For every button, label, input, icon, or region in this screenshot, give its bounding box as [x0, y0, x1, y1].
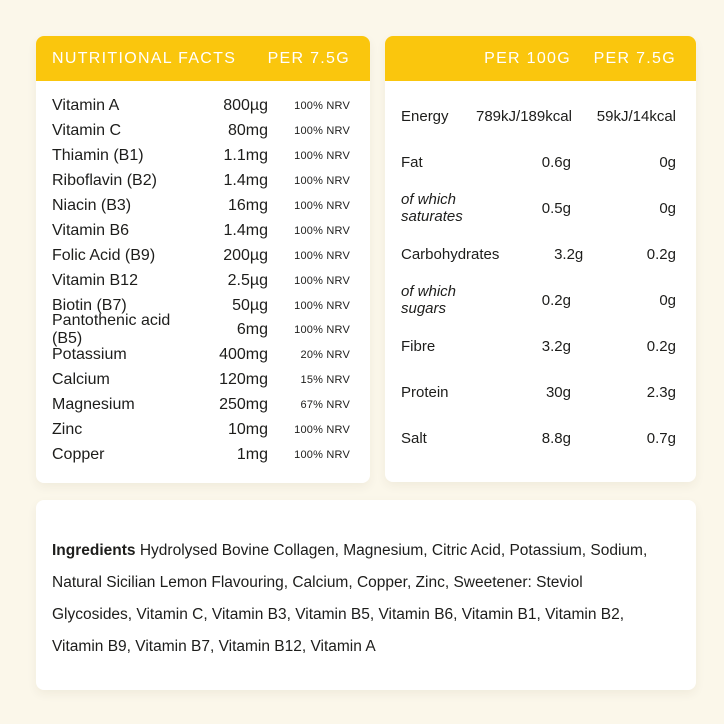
macro-per-7-5g: 0g: [659, 153, 676, 171]
nutrient-amount: 6mg: [236, 321, 268, 339]
macros-panel: [385, 36, 696, 482]
nutritional-facts-title: NUTRITIONAL FACTS: [52, 49, 237, 67]
nutrient-nrv: 100% NRV: [294, 224, 350, 237]
macro-row-energy: [385, 93, 696, 139]
macro-row-protein: [385, 369, 696, 415]
macro-label: of which sugars: [401, 283, 457, 317]
nutrient-label: Zinc: [52, 421, 83, 439]
macro-row-sugars: [385, 277, 696, 323]
nutrient-nrv: 20% NRV: [300, 349, 350, 362]
macro-per-100g: 3.2g: [554, 245, 584, 263]
ingredients-heading: Ingredients: [52, 542, 136, 559]
nutrient-row-folic-acid-b9: [36, 243, 370, 268]
nutrient-amount: 80mg: [227, 122, 268, 140]
macro-row-carbohydrates: [385, 231, 696, 277]
vitamins-panel: [36, 36, 370, 483]
nutrient-label: Vitamin B6: [52, 221, 130, 239]
macro-row-saturates: [385, 185, 696, 231]
vitamins-panel-header: [36, 36, 370, 81]
nutrient-nrv: 100% NRV: [294, 424, 350, 437]
nutrient-nrv: 100% NRV: [294, 100, 350, 113]
macro-label: Carbohydrates: [401, 245, 500, 263]
nutrient-amount: 1.4mg: [223, 172, 268, 190]
macros-panel-header: [385, 36, 696, 81]
nutrient-nrv: 100% NRV: [294, 274, 350, 287]
macro-per-7-5g: 0.7g: [646, 429, 676, 447]
nutrient-row-vitamin-b12: [36, 268, 370, 293]
nutrient-row-riboflavin-b2: [36, 169, 370, 194]
nutrient-amount: 1.1mg: [223, 147, 268, 165]
nutrient-nrv: 100% NRV: [294, 324, 350, 337]
nutrient-nrv: 100% NRV: [294, 175, 350, 188]
nutrient-row-calcium: [36, 368, 370, 393]
nutrient-nrv: 100% NRV: [294, 299, 350, 312]
macro-per-7-5g: 2.3g: [646, 383, 676, 401]
nutrient-label: Vitamin A: [52, 97, 120, 115]
macro-per-100g: 0.5g: [541, 199, 571, 217]
ingredients-panel: [36, 500, 696, 690]
macro-per-100g: 0.2g: [541, 291, 571, 309]
nutrient-label: Riboflavin (B2): [52, 172, 157, 190]
macro-row-fat: [385, 139, 696, 185]
nutrient-row-niacin-b3: [36, 194, 370, 219]
nutrient-label: Calcium: [52, 371, 110, 389]
nutrient-row-magnesium: [36, 393, 370, 418]
nutrient-amount: 1mg: [236, 445, 268, 463]
macro-per-100g: 0.6g: [541, 153, 571, 171]
nutrient-label: Vitamin B12: [52, 271, 138, 289]
macro-label: Fibre: [401, 337, 436, 355]
nutrient-nrv: 67% NRV: [300, 399, 350, 412]
nutrient-label: Folic Acid (B9): [52, 246, 156, 264]
nutrient-label: Potassium: [52, 346, 127, 364]
macro-per-7-5g: 59kJ/14kcal: [596, 107, 676, 125]
macro-row-salt: [385, 415, 696, 461]
nutrient-amount: 2.5µg: [227, 271, 268, 289]
nutrient-nrv: 15% NRV: [300, 374, 350, 387]
nutrient-nrv: 100% NRV: [294, 448, 350, 461]
macro-per-7-5g: 0g: [659, 199, 676, 217]
per-100g-column-header: PER 100G: [484, 49, 571, 67]
nutrient-amount: 1.4mg: [223, 221, 268, 239]
macro-per-100g: 30g: [545, 383, 571, 401]
macro-label: Fat: [401, 153, 423, 171]
vitamins-rows: [36, 81, 370, 467]
nutrient-amount: 800µg: [223, 97, 268, 115]
nutrient-nrv: 100% NRV: [294, 150, 350, 163]
macro-per-100g: 8.8g: [541, 429, 571, 447]
nutrient-amount: 200µg: [223, 246, 268, 264]
nutrient-amount: 400mg: [219, 346, 268, 364]
nutrient-label: Niacin (B3): [52, 197, 132, 214]
macro-label: Protein: [401, 383, 449, 401]
nutrient-amount: 10mg: [227, 421, 268, 439]
macro-label: Salt: [401, 429, 427, 447]
nutrient-label: Biotin (B7): [52, 296, 127, 314]
nutrient-amount: 250mg: [219, 396, 268, 414]
macro-label: of which saturates: [401, 191, 463, 225]
macro-per-7-5g: 0g: [659, 291, 676, 309]
nutrient-row-vitamin-b6: [36, 218, 370, 243]
macros-rows: [385, 81, 696, 461]
nutrient-row-vitamin-c: [36, 119, 370, 144]
nutrient-row-copper: [36, 442, 370, 467]
ingredients-list: Hydrolysed Bovine Collagen, Magnesium, Citric Acid, Potassium, Sodium, Natural Sicilian Lemon Flavouring, Calcium, Copper, Zinc, Sweetener: Steviol Glycosides, Vitamin C, Vitamin B3, Vitamin B5, Vitamin B6, Vitamin B1, Vitamin B2, Vitamin B9, Vitamin B7, Vitamin B12, Vitamin A: [52, 542, 648, 655]
nutrient-row-thiamin-b1: [36, 144, 370, 169]
macro-per-100g: 789kJ/189kcal: [476, 107, 572, 125]
nutrient-label: Thiamin (B1): [52, 147, 144, 165]
macro-label: Energy: [401, 107, 449, 125]
ingredients-paragraph: [36, 500, 696, 663]
macro-per-100g: 3.2g: [541, 337, 571, 355]
nutrient-row-vitamin-a: [36, 94, 370, 119]
per-7-5g-column-header: PER 7.5G: [267, 49, 350, 67]
nutrient-row-zinc: [36, 418, 370, 443]
nutrient-row-pantothenic-acid-b5: [36, 312, 370, 348]
nutrient-row-potassium: [36, 343, 370, 368]
nutrient-label: Copper: [52, 445, 105, 463]
nutrient-label: Pantothenic acid (B5): [52, 312, 171, 348]
macro-per-7-5g: 0.2g: [646, 245, 676, 263]
macro-row-fibre: [385, 323, 696, 369]
nutrient-label: Magnesium: [52, 396, 135, 414]
per-7-5g-column-header: PER 7.5G: [593, 49, 676, 67]
nutrient-nrv: 100% NRV: [294, 125, 350, 138]
nutrient-amount: 16mg: [227, 197, 268, 214]
nutrient-nrv: 100% NRV: [294, 200, 350, 212]
nutrient-nrv: 100% NRV: [294, 249, 350, 262]
macro-per-7-5g: 0.2g: [646, 337, 676, 355]
nutrient-amount: 50µg: [232, 296, 268, 314]
nutrient-label: Vitamin C: [52, 122, 122, 140]
nutrient-amount: 120mg: [219, 371, 268, 389]
